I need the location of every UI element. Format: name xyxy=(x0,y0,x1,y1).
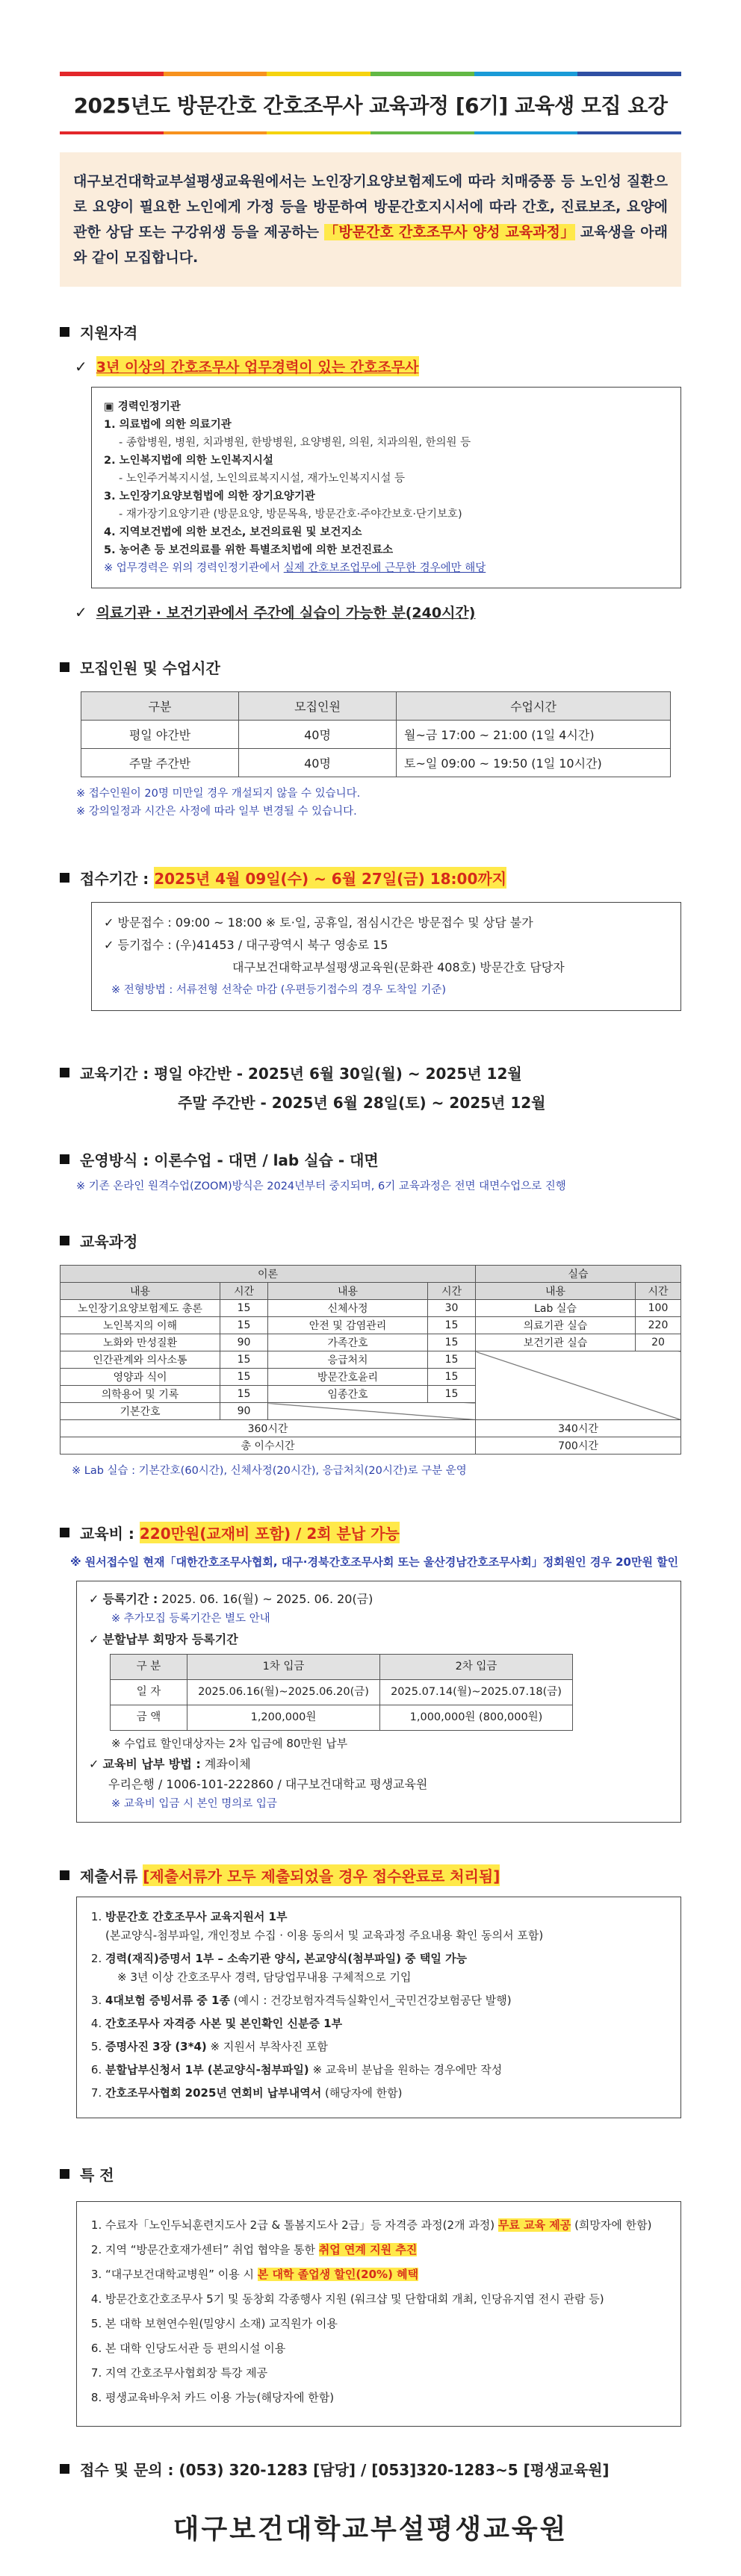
subtotal-row: 360시간 340시간 xyxy=(61,1420,681,1437)
career-item-5: 5. 농어촌 등 보건의료를 위한 특별조치법에 의한 보건진료소 xyxy=(104,544,394,556)
split-payment: ✓ 분할납부 회망자 등록기간 xyxy=(89,1632,238,1646)
list-item: 7. 간호조무사협회 2025년 연회비 납부내역서 (해당자에 한함) xyxy=(105,2084,667,2103)
list-item: 3. 4대보험 증빙서류 중 1종 (예시 : 건강보험자격득실확인서_국민건강보험공단 발행) xyxy=(105,1991,667,2010)
section-special xyxy=(60,2163,681,2185)
intro-text-2: 교육생을 아래와 같이 모집합니다. xyxy=(73,224,669,266)
list-item: 5. 본 대학 보현연수원(밀양시 소재) 교직원가 이용 xyxy=(105,2314,667,2334)
table-row: 기본간호 90 xyxy=(61,1403,681,1420)
qualification-check-1 xyxy=(75,356,681,376)
career-item-4: 4. 지역보건법에 의한 보건소, 보건의료원 및 보건지소 xyxy=(104,526,362,538)
table-row: 노인장기요양보험제도 총론 15 신체사정 30 Lab 실습 100 xyxy=(61,1300,681,1317)
fee-discount-note: ※ 원서접수일 현재「대한간호조무사협회, 대구·경북간호조무사회 또는 울산경남간호조무사회」정회원인 경우 20만원 할인 xyxy=(70,1555,679,1569)
total-row: 총 이수시간 700시간 xyxy=(61,1437,681,1455)
course-table: 이론 실습 내용 시간 내용 시간 내용 시간 노인장기요양보험제도 총론 15 신체사정 30 Lab 실습 100 노인복지의 이해 15 안전 및 감염관리 15 의료기관 실습 220 노화와 만성질환 90 가족간호 15 보건기관 실습 20 인간관계와 의사소통 15 응급처치 15 영양과 식이 15 방문간호윤리 15 의학용어 및 기록 15 임종간호 15 기본간호 90 360시간 340시간 총 이수시간 700시간 xyxy=(60,1265,681,1455)
fee-amount: 220만원(교재비 포함) / 2회 분납 가능 xyxy=(140,1522,400,1543)
top-color-bar xyxy=(60,72,681,76)
section-course xyxy=(60,1230,681,1251)
mail-application: ✓ 등기접수 : (우)41453 / 대구광역시 북구 영송로 15 xyxy=(104,938,388,952)
career-institution-box xyxy=(91,387,681,588)
selection-note: ※ 전형방법 : 서류전형 선착순 마감 (우편등기접수의 경우 도착일 기준) xyxy=(111,984,447,996)
table-row: 노화와 만성질환 90 가족간호 15 보건기관 실습 20 xyxy=(61,1334,681,1351)
empty-diagonal-cell xyxy=(268,1403,476,1420)
list-item: 5. 증명사진 3장 (3*4) ※ 지원서 부착사진 포함 xyxy=(105,2038,667,2056)
list-item: 6. 본 대학 인당도서관 등 편의시설 이용 xyxy=(105,2339,667,2359)
list-item: 1. 방문간호 간호조무사 교육지원서 1부 (본교양식-첨부파일, 개인정보 수집 · 이용 동의서 및 교육과정 주요내용 확인 동의서 포함) xyxy=(105,1908,667,1945)
payment-method: ✓ 교육비 납부 방법 : 계좌이체 xyxy=(89,1757,251,1771)
section-fee xyxy=(60,1522,681,1543)
square-bullet-icon xyxy=(60,1068,69,1077)
intro-paragraph xyxy=(60,152,681,287)
career-item-1: 1. 의료법에 의한 의료기관 - 종합병원, 병원, 치과병원, 한방병원, 요양병원, 의원, 치과의원, 한의원 등 xyxy=(104,419,471,449)
square-bullet-icon xyxy=(60,1870,69,1880)
qualification-check-2 xyxy=(75,602,681,622)
intro-highlight: 「방문간호 간호조무사 양성 교육과정」 xyxy=(323,224,575,240)
square-bullet-icon xyxy=(60,1528,69,1537)
list-item: 2. 경력(재직)증명서 1부 – 소속기관 양식, 본교양식(첨부파일) 중 택일 가능 ※ 3년 이상 간호조무사 경력, 담당업무내용 구체적으로 기입 xyxy=(105,1950,667,1987)
course-note: ※ Lab 실습 : 기본간호(60시간), 신체사정(20시간), 응급처치(20시간)로 구분 운영 xyxy=(72,1465,467,1477)
career-box-title: ▣ 경력인정기관 xyxy=(104,401,181,413)
document-page xyxy=(0,72,741,2546)
check-icon: ✓ xyxy=(75,603,87,621)
registration-period: ✓ 등록기간 : 2025. 06. 16(월) ~ 2025. 06. 20(금) xyxy=(89,1592,373,1606)
intro-text-1: 대구보건대학교부설평생교육원에서는 노인장기요양보험제도에 따라 치매중풍 등 노인성 질환으로 요양이 필요한 노인에게 가정 등을 방문하여 방문간호지시서에 따라 간호, 진료보조, 요양에 관한 상담 또는 구강위생 등을 제공하는 xyxy=(73,173,668,240)
career-item-3: 3. 노인장기요양보험법에 의한 장기요양기관 - 재가장기요양기관 (방문요양, 방문목욕, 방문간호·주야간보호·단기보호) xyxy=(104,491,462,520)
edu-period-weekend: 주말 주간반 - 2025년 6월 28일(토) ~ 2025년 12월 xyxy=(178,1094,546,1112)
table-row: 금 액 1,200,000원 1,000,000원 (800,000원) xyxy=(111,1705,573,1731)
career-item-2: 2. 노인복지법에 의한 노인복지시설 - 노인주거복지시설, 노인의료복지시설, 재가노인복지시설 등 xyxy=(104,455,406,485)
qualification-requirement: 3년 이상의 간호조무사 업무경력이 있는 간호조무사 xyxy=(96,356,419,376)
list-item: 4. 방문간호간호조무사 5기 및 동창회 각종행사 지원 (워크샵 및 단합대회 개최, 인당유지엽 전시 관람 등) xyxy=(105,2289,667,2309)
section-operation xyxy=(60,1148,681,1170)
registration-note: ※ 추가모집 등록기간은 별도 안내 xyxy=(111,1613,270,1625)
table-row: 영양과 식이 15 방문간호윤리 15 xyxy=(61,1369,681,1386)
list-item: 7. 지역 간호조무사협회장 특강 제공 xyxy=(105,2363,667,2383)
section-qualification xyxy=(60,321,681,343)
list-item: 8. 평생교육바우처 카드 이용 가능(해당자에 한함) xyxy=(105,2388,667,2408)
section-documents xyxy=(60,1864,681,1886)
page-title: 2025년도 방문간호 간호조무사 교육과정 [6기] 교육생 모집 요강 xyxy=(73,93,668,118)
table-row: 일 자 2025.06.16(월)~2025.06.20(금) 2025.07.14(월)~2025.07.18(금) xyxy=(111,1680,573,1705)
bottom-color-bar xyxy=(60,131,681,134)
mail-address: 대구보건대학교부설평생교육원(문화관 408호) 방문간호 담당자 xyxy=(232,960,565,974)
special-box xyxy=(76,2201,681,2427)
fee-box xyxy=(76,1581,681,1823)
career-box-note: ※ 업무경력은 위의 경력인정기관에서 실제 간호보조업무에 근무한 경우에만 해당 xyxy=(104,562,486,574)
square-bullet-icon xyxy=(60,327,69,337)
application-period: 2025년 4월 09일(수) ~ 6월 27일(금) 18:00까지 xyxy=(154,867,506,889)
application-box xyxy=(91,902,681,1011)
check-icon: ✓ xyxy=(75,357,87,376)
section-heading: 지원자격 xyxy=(80,324,138,342)
institution-name: 대구보건대학교부설평생교육원 xyxy=(173,2514,568,2545)
section-edu-period xyxy=(60,1062,681,1083)
square-bullet-icon xyxy=(60,2169,69,2179)
table-row: 평일 야간반 40명 월~금 17:00 ~ 21:00 (1일 4시간) xyxy=(81,721,671,749)
contact-line xyxy=(60,2458,681,2480)
list-item: 4. 간호조무사 자격증 사본 및 본인확인 신분증 1부 xyxy=(105,2015,667,2033)
edu-period-weekday: 교육기간 : 평일 야간반 - 2025년 6월 30일(월) ~ 2025년 12월 xyxy=(80,1065,522,1083)
square-bullet-icon xyxy=(60,873,69,883)
documents-box xyxy=(76,1897,681,2118)
list-item: 2. 지역 “방문간호재가센터” 취업 협약을 통한 취업 연계 지원 추진 xyxy=(105,2240,667,2260)
visit-application: ✓ 방문접수 : 09:00 ~ 18:00 ※ 토·일, 공휴일, 점심시간은 방문접수 및 상담 불가 xyxy=(104,915,533,930)
bank-account: 우리은행 / 1006-101-222860 / 대구보건대학교 평생교육원 xyxy=(108,1777,428,1791)
square-bullet-icon xyxy=(60,662,69,672)
section-heading: 특 전 xyxy=(80,2166,114,2184)
table-row: 노인복지의 이해 15 안전 및 감염관리 15 의료기관 실습 220 xyxy=(61,1317,681,1334)
square-bullet-icon xyxy=(60,1154,69,1164)
section-heading: 접수기간 : xyxy=(80,870,149,888)
section-heading: 교육과정 xyxy=(80,1233,138,1251)
operation-method: 운영방식 : 이론수업 - 대면 / lab 실습 - 대면 xyxy=(80,1151,379,1169)
contact-text: 접수 및 문의 : (053) 320-1283 [담당] / [053]320-1283~5 [평생교육원] xyxy=(80,2461,610,2479)
square-bullet-icon xyxy=(60,1236,69,1245)
table-row: 인간관계와 의사소통 15 응급처치 15 xyxy=(61,1351,681,1369)
section-recruit xyxy=(60,656,681,678)
practice-requirement: 의료기관 · 보건기관에서 주간에 실습이 가능한 분(240시간) xyxy=(96,605,476,621)
table-row: 의학용어 및 기록 15 임종간호 15 xyxy=(61,1386,681,1403)
list-item: 1. 수료자「노인두뇌훈련지도사 2급 & 톨봄지도사 2급」등 자격증 과정(2개 과정) 무료 교육 제공 (희망자에 한함) xyxy=(105,2215,667,2236)
list-item: 3. “대구보건대학교병원” 이용 시 본 대학 졸업생 할인(20%) 혜택 xyxy=(105,2265,667,2285)
table-row: 주말 주간반 40명 토~일 09:00 ~ 19:50 (1일 10시간) xyxy=(81,749,671,777)
discount-payment-note: ※ 수업료 할인대상자는 2차 입금에 80만원 납부 xyxy=(111,1737,348,1750)
operation-note: ※ 기존 온라인 원격수업(ZOOM)방식은 2024년부터 중지되며, 6기 교육과정은 전면 대면수업으로 진행 xyxy=(76,1180,566,1192)
recruit-table xyxy=(81,691,671,777)
section-heading: 모집인원 및 수업시간 xyxy=(80,659,220,677)
list-item: 6. 분할납부신청서 1부 (본교양식-첨부파일) ※ 교육비 분납을 원하는 경우에만 작성 xyxy=(105,2061,667,2079)
square-bullet-icon xyxy=(60,2464,69,2474)
documents-heading-note: [제출서류가 모두 제출되었을 경우 접수완료로 처리됨] xyxy=(143,1864,500,1886)
account-note: ※ 교육비 입금 시 본인 명의로 입금 xyxy=(111,1798,277,1810)
section-heading: 제출서류 xyxy=(80,1867,138,1885)
section-heading: 교육비 : xyxy=(80,1525,134,1543)
table-header-row: 구분 모집인원 수업시간 xyxy=(81,692,671,721)
recruit-notes: ※ 접수인원이 20명 미만일 경우 개설되지 않을 수 있습니다. ※ 강의일정과 시간은 사정에 따라 일부 변경될 수 있습니다. xyxy=(76,788,361,818)
split-payment-table: 구 분 1차 입금 2차 입금 일 자 2025.06.16(월)~2025.06.20(금) 2025.07.14(월)~2025.07.18(금) 금 액 1,200,000원 1,000,000원 (800,000원) xyxy=(110,1654,573,1731)
empty-diagonal-cell xyxy=(476,1351,681,1420)
section-application xyxy=(60,867,681,889)
